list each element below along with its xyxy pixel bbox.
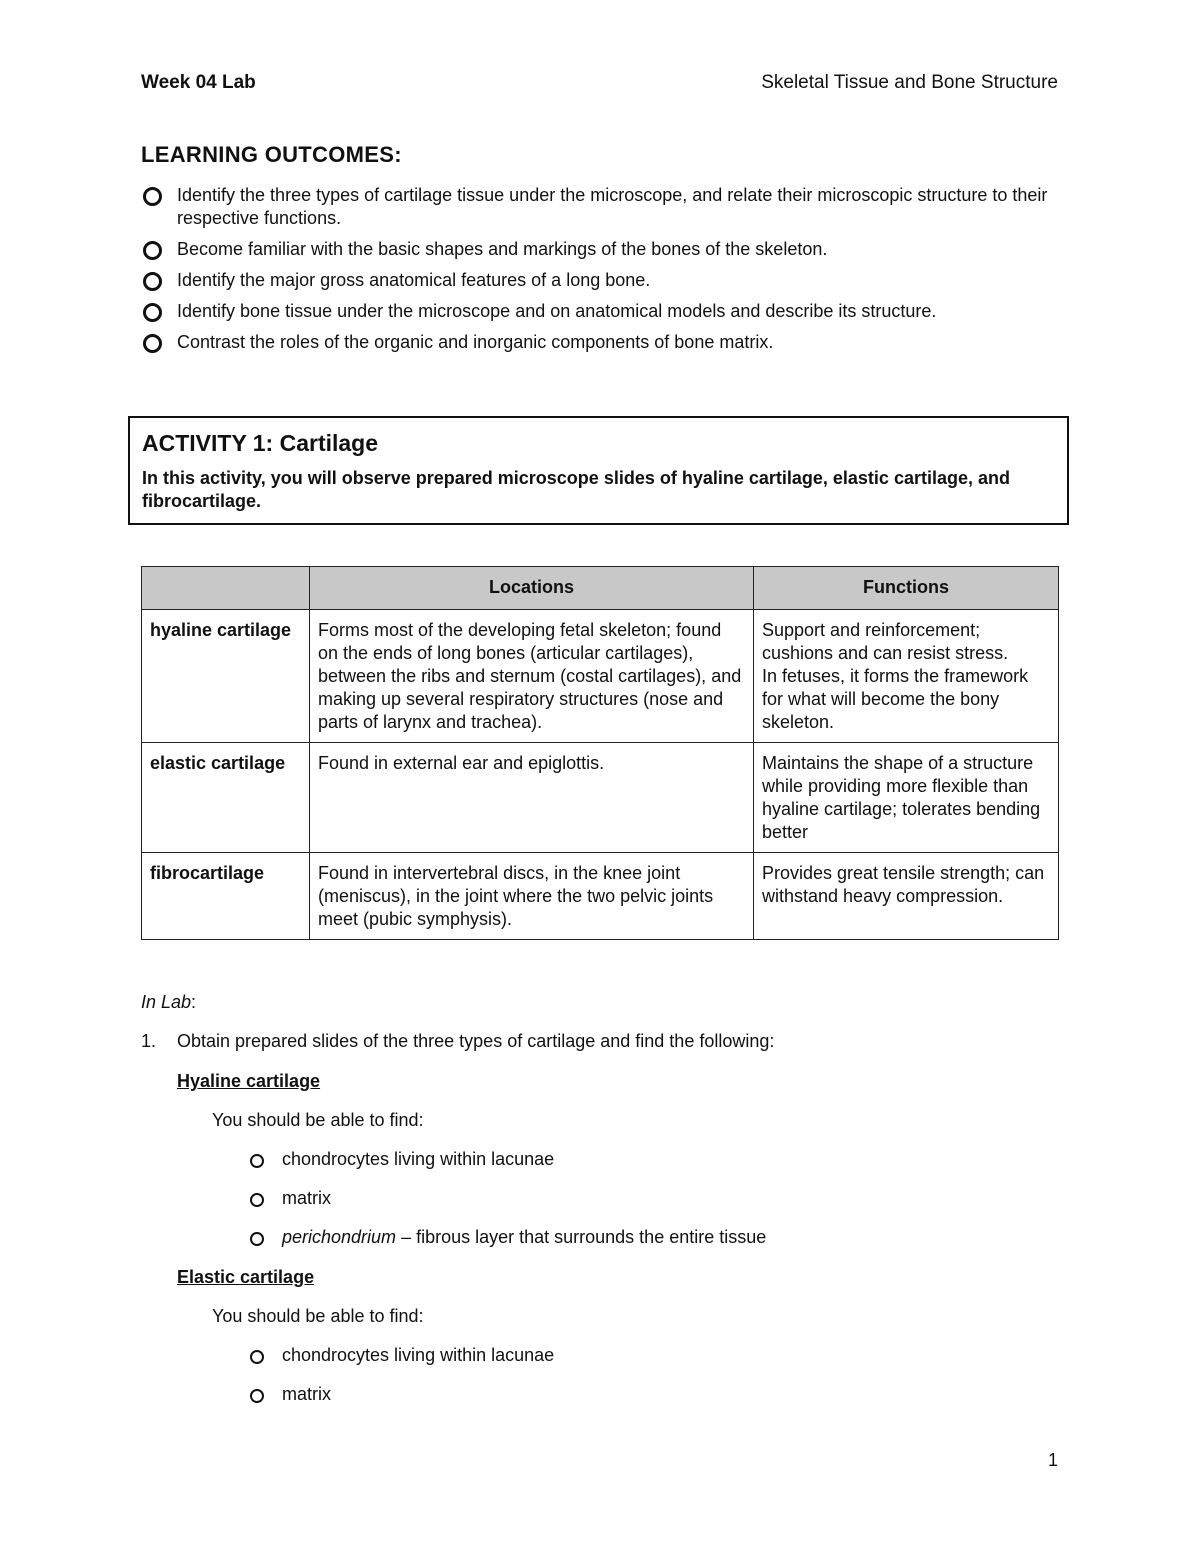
cartilage-locations: Forms most of the developing fetal skeleton; found on the ends of long bones (articular cartilages), between the ribs and sternum (costal cartilages), and making up several respiratory structures (nose and parts of larynx and trachea). xyxy=(310,610,754,743)
find-item: matrix xyxy=(282,1384,331,1404)
cartilage-table xyxy=(141,566,1059,940)
circle-bullet-icon xyxy=(250,1389,264,1403)
functions-line: In fetuses, it forms the framework for what will become the bony skeleton. xyxy=(762,666,1029,732)
outcome-text: Identify the major gross anatomical features of a long bone. xyxy=(177,270,651,290)
circle-bullet-icon xyxy=(250,1193,264,1207)
circle-bullet-icon xyxy=(143,187,162,206)
page-number: 1 xyxy=(1047,1450,1058,1470)
elastic-find-intro: You should be able to find: xyxy=(212,1306,424,1326)
learning-outcomes-list xyxy=(141,184,1061,362)
list-item xyxy=(141,269,1061,292)
circle-bullet-icon xyxy=(250,1350,264,1364)
circle-bullet-icon xyxy=(143,303,162,322)
header-topic: Skeletal Tissue and Bone Structure xyxy=(761,72,1058,93)
circle-bullet-icon xyxy=(143,241,162,260)
cartilage-locations: Found in external ear and epiglottis. xyxy=(310,743,754,853)
outcome-text: Identify bone tissue under the microscope and on anatomical models and describe its structure. xyxy=(177,301,937,321)
hyaline-find-list xyxy=(248,1149,766,1266)
in-lab-heading xyxy=(141,992,196,1013)
circle-bullet-icon xyxy=(143,272,162,291)
find-item: matrix xyxy=(282,1188,331,1208)
cartilage-functions xyxy=(754,610,1059,743)
hyaline-cartilage-title: Hyaline cartilage xyxy=(177,1071,321,1091)
perichondrium-term: perichondrium xyxy=(282,1227,397,1247)
circle-bullet-icon xyxy=(143,334,162,353)
list-item xyxy=(141,184,1061,230)
functions-line: Maintains the shape of a structure while providing more flexible than hyaline cartilage; tolerates bending better xyxy=(762,753,1041,842)
hyaline-find-intro: You should be able to find: xyxy=(212,1110,424,1130)
in-lab-colon: : xyxy=(191,992,197,1012)
step-number: 1. xyxy=(141,1031,157,1051)
outcome-text: Become familiar with the basic shapes and markings of the bones of the skeleton. xyxy=(177,239,828,259)
in-lab-label: In Lab xyxy=(141,992,192,1012)
list-item xyxy=(248,1384,554,1407)
table-header-functions: Functions xyxy=(754,567,1059,610)
circle-bullet-icon xyxy=(250,1154,264,1168)
table-row xyxy=(142,853,1059,940)
cartilage-type: fibrocartilage xyxy=(142,853,310,940)
list-item xyxy=(248,1188,766,1211)
functions-line: Provides great tensile strength; can withstand heavy compression. xyxy=(762,863,1045,906)
functions-line: Support and reinforcement; cushions and can resist stress. xyxy=(762,620,1009,663)
table-header-row xyxy=(142,567,1059,610)
elastic-cartilage-title: Elastic cartilage xyxy=(177,1267,315,1287)
list-item xyxy=(248,1227,766,1250)
activity-description: In this activity, you will observe prepared microscope slides of hyaline cartilage, elastic cartilage, and fibrocartilage. xyxy=(142,468,1010,511)
table-header-locations: Locations xyxy=(310,567,754,610)
table-header-empty xyxy=(142,567,310,610)
activity-title: ACTIVITY 1: Cartilage xyxy=(142,430,379,456)
activity-box xyxy=(128,416,1069,525)
cartilage-functions xyxy=(754,743,1059,853)
step-text: Obtain prepared slides of the three types of cartilage and find the following: xyxy=(177,1031,775,1051)
list-item xyxy=(141,300,1061,323)
cartilage-type: hyaline cartilage xyxy=(142,610,310,743)
list-item xyxy=(248,1345,554,1368)
table-row xyxy=(142,743,1059,853)
cartilage-locations: Found in intervertebral discs, in the knee joint (meniscus), in the joint where the two pelvic joints meet (pubic symphysis). xyxy=(310,853,754,940)
elastic-find-list xyxy=(248,1345,554,1423)
list-item xyxy=(248,1149,766,1172)
cartilage-functions xyxy=(754,853,1059,940)
find-item: chondrocytes living within lacunae xyxy=(282,1149,555,1169)
table-row xyxy=(142,610,1059,743)
cartilage-type: elastic cartilage xyxy=(142,743,310,853)
step-1 xyxy=(141,1031,774,1052)
list-item xyxy=(141,238,1061,261)
list-item xyxy=(141,331,1061,354)
header-course-week: Week 04 Lab xyxy=(141,72,256,93)
outcome-text: Identify the three types of cartilage tissue under the microscope, and relate their microscopic structure to their respective functions. xyxy=(177,185,1048,228)
perichondrium-definition: – fibrous layer that surrounds the entire tissue xyxy=(396,1227,767,1247)
find-item: chondrocytes living within lacunae xyxy=(282,1345,555,1365)
learning-outcomes-title: LEARNING OUTCOMES: xyxy=(141,142,402,167)
outcome-text: Contrast the roles of the organic and inorganic components of bone matrix. xyxy=(177,332,774,352)
circle-bullet-icon xyxy=(250,1232,264,1246)
